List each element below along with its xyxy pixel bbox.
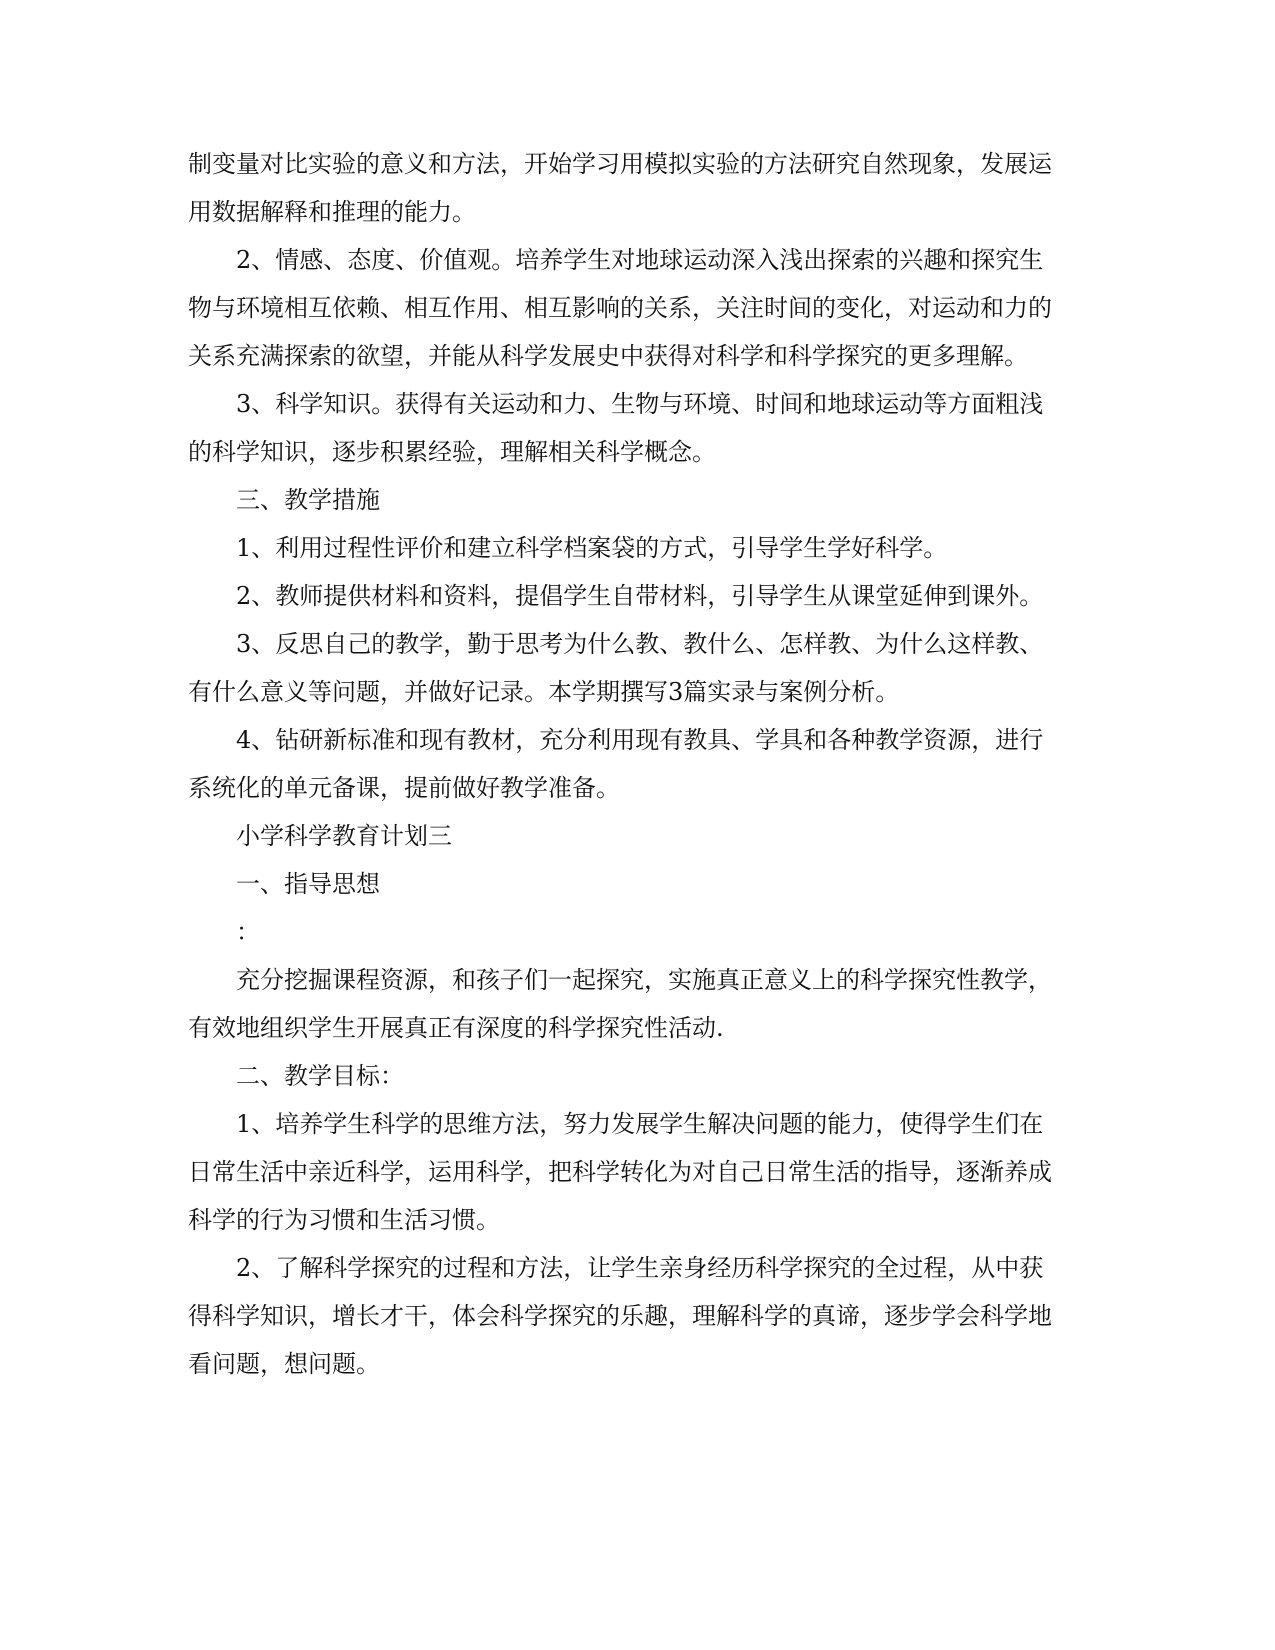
document-body <box>188 140 1088 1388</box>
text-line: 3、反思自己的教学，勤于思考为什么教、教什么、怎样教、为什么这样教、 <box>236 630 1044 658</box>
text-line: 4、钻研新标准和现有教材，充分利用现有教具、学具和各种教学资源，进行 <box>236 726 1044 754</box>
section-heading: 一、指导思想 <box>236 870 380 898</box>
text-line: 1、利用过程性评价和建立科学档案袋的方式，引导学生学好科学。 <box>236 534 948 562</box>
text-line: 关系充满探索的欲望，并能从科学发展史中获得对科学和科学探究的更多理解。 <box>188 342 1028 370</box>
text-line: 科学的行为习惯和生活习惯。 <box>188 1206 500 1234</box>
text-line: 制变量对比实验的意义和方法，开始学习用模拟实验的方法研究自然现象，发展运 <box>188 150 1052 178</box>
text-line: 充分挖掘课程资源，和孩子们一起探究，实施真正意义上的科学探究性教学， <box>236 966 1052 994</box>
text-line: 2、教师提供材料和资料，提倡学生自带材料，引导学生从课堂延伸到课外。 <box>236 582 1044 610</box>
section-heading: 三、教学措施 <box>236 486 380 514</box>
text-line: 有效地组织学生开展真正有深度的科学探究性活动. <box>188 1014 724 1042</box>
text-line: 物与环境相互依赖、相互作用、相互影响的关系，关注时间的变化，对运动和力的 <box>188 294 1052 322</box>
text-line: 得科学知识，增长才干，体会科学探究的乐趣，理解科学的真谛，逐步学会科学地 <box>188 1302 1052 1330</box>
text-line: 的科学知识，逐步积累经验，理解相关科学概念。 <box>188 438 716 466</box>
section-heading: 二、教学目标： <box>236 1062 404 1090</box>
text-line: 2、情感、态度、价值观。培养学生对地球运动深入浅出探索的兴趣和探究生 <box>236 246 1044 274</box>
text-line: 2、了解科学探究的过程和方法，让学生亲身经历科学探究的全过程，从中获 <box>236 1254 1044 1282</box>
text-line: 3、科学知识。获得有关运动和力、生物与环境、时间和地球运动等方面粗浅 <box>236 390 1044 418</box>
text-line: 系统化的单元备课，提前做好教学准备。 <box>188 774 620 802</box>
text-line: 用数据解释和推理的能力。 <box>188 198 476 226</box>
document-subtitle: 小学科学教育计划三 <box>236 822 452 850</box>
text-line: 日常生活中亲近科学，运用科学，把科学转化为对自己日常生活的指导，逐渐养成 <box>188 1158 1052 1186</box>
text-line: 看问题，想问题。 <box>188 1350 380 1378</box>
text-line: 1、培养学生科学的思维方法，努力发展学生解决问题的能力，使得学生们在 <box>236 1110 1044 1138</box>
text-line: ： <box>236 918 260 946</box>
text-line: 有什么意义等问题，并做好记录。本学期撰写3篇实录与案例分析。 <box>188 678 900 706</box>
